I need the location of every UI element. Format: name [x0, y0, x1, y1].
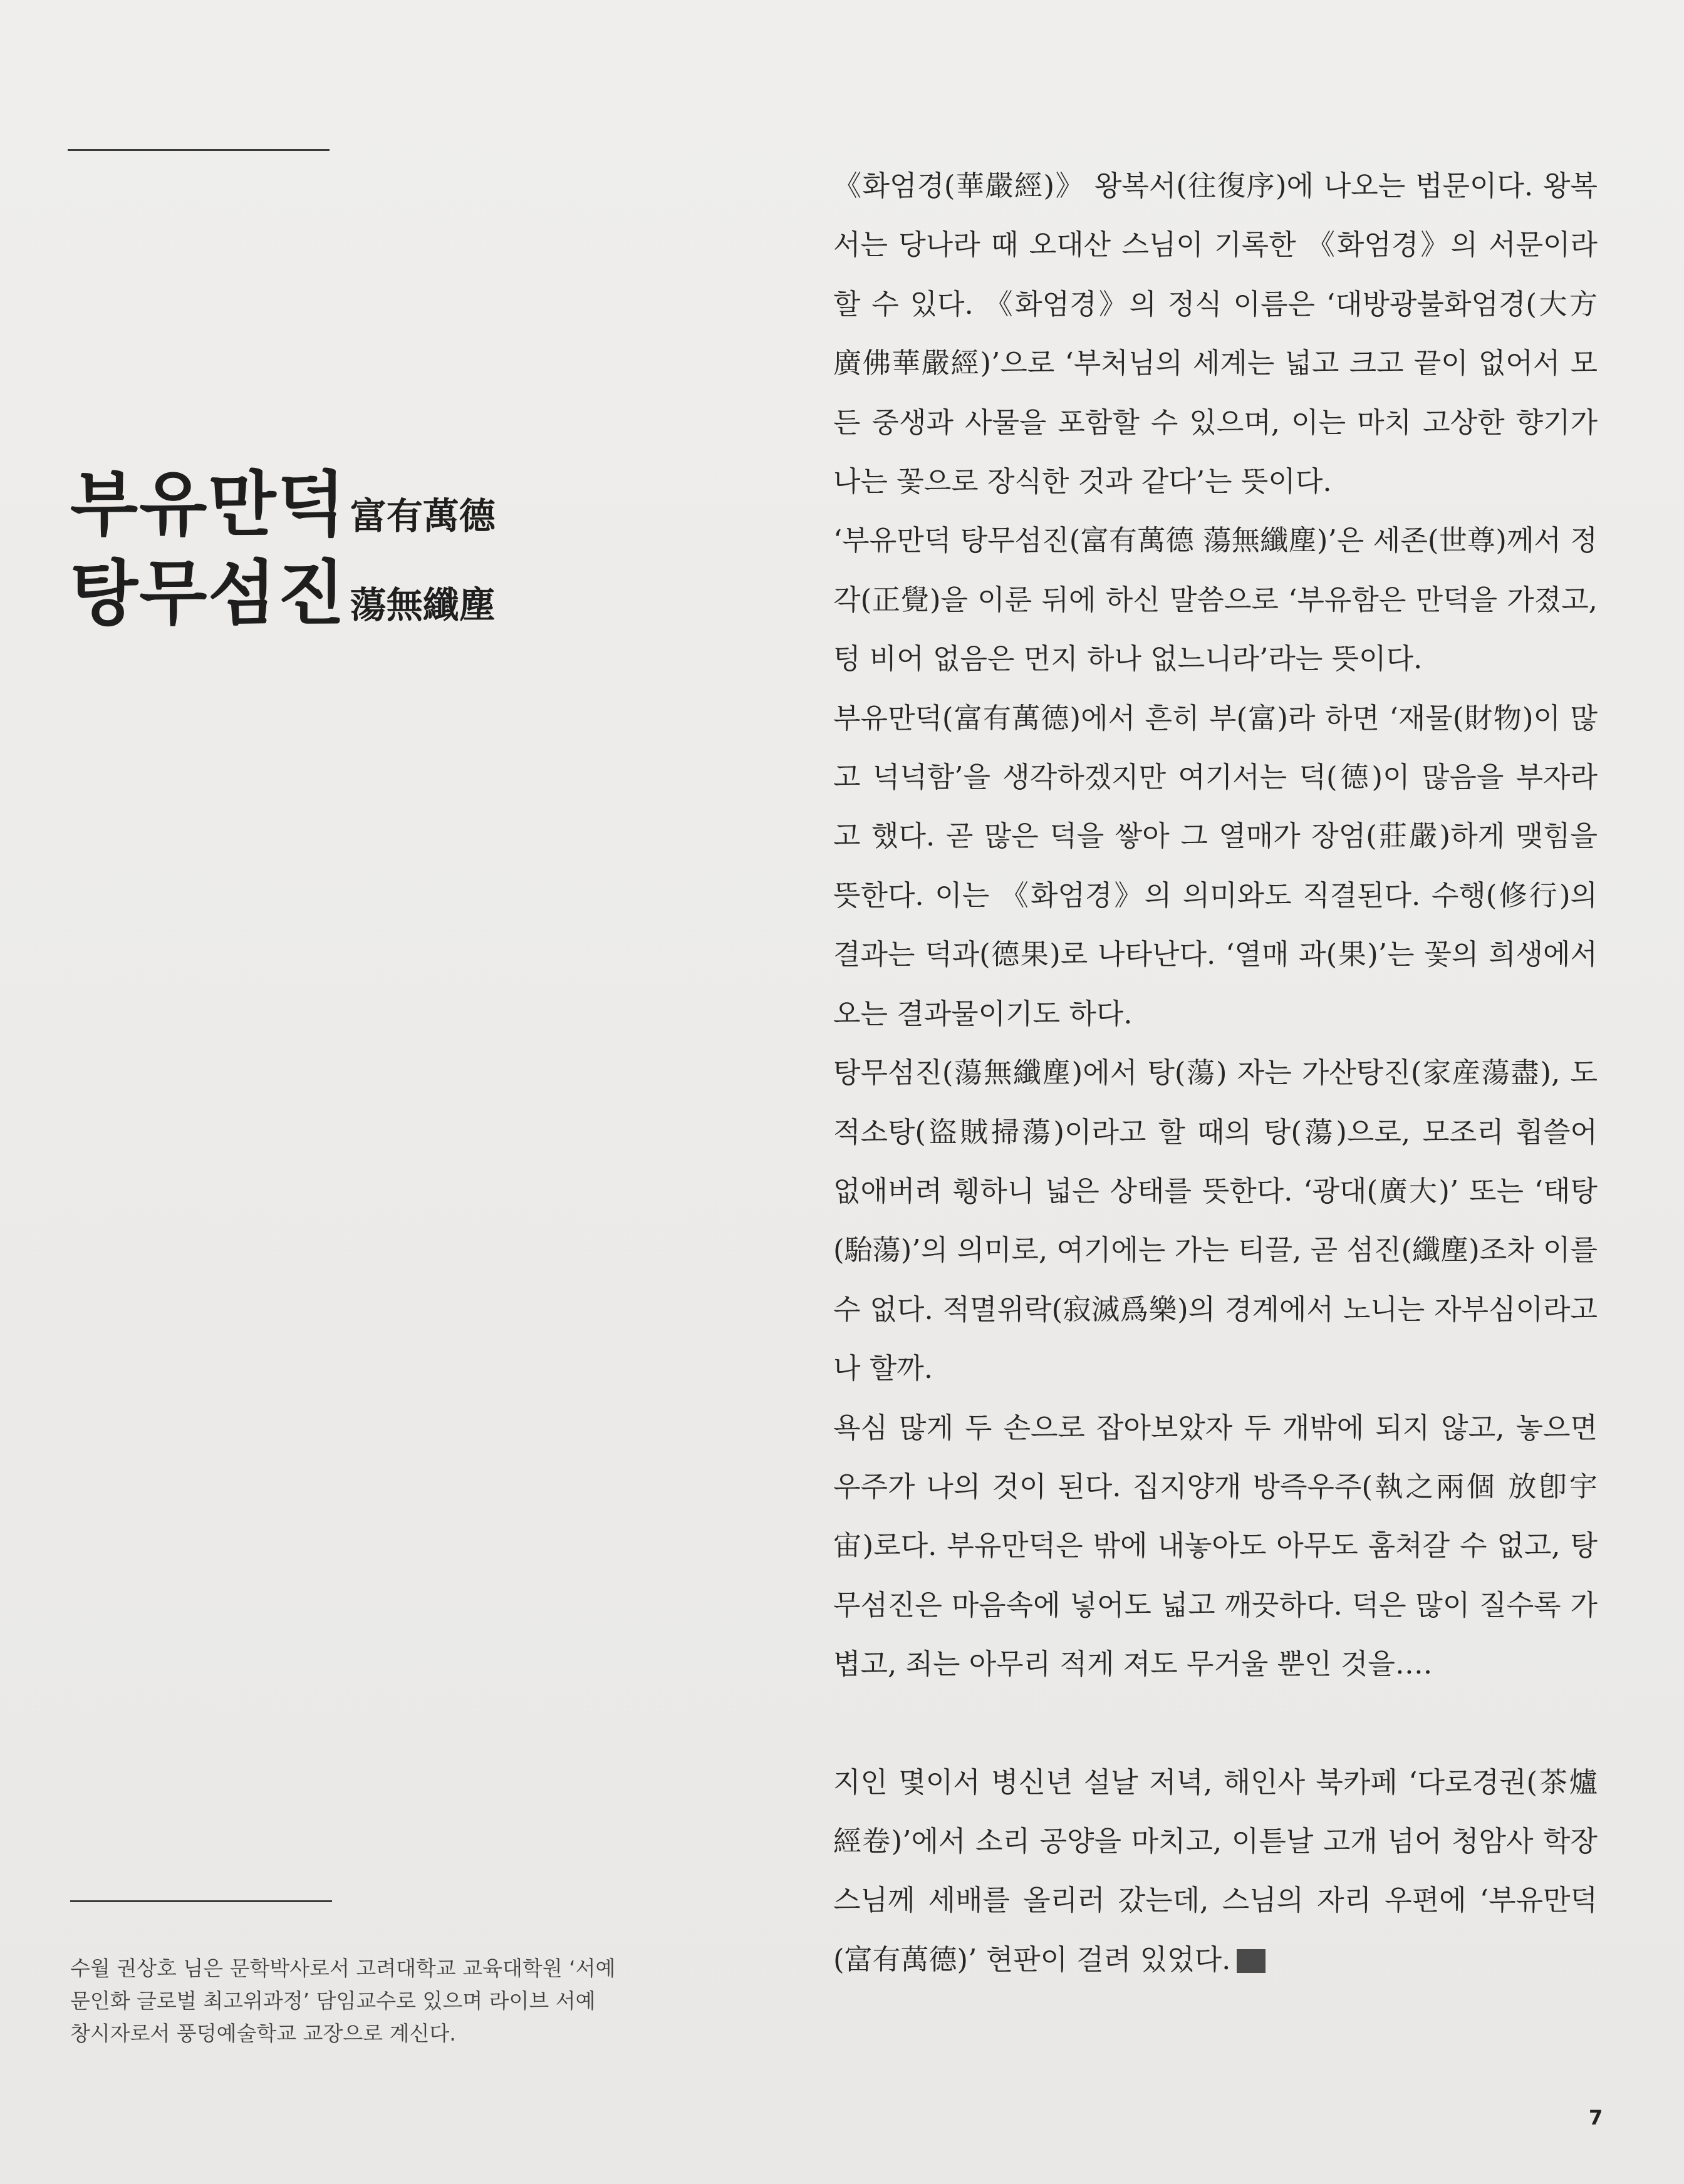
- paragraph-gap: [833, 1694, 1598, 1753]
- author-bio-line: 창시자로서 풍덩예술학교 교장으로 계신다.: [70, 2021, 456, 2046]
- page-number: 7: [1589, 2106, 1603, 2130]
- body-paragraph-4: 탕무섬진(蕩無纖塵)에서 탕(蕩) 자는 가산탕진(家産蕩盡), 도적소탕(盜賊掃蕩)이라고 할 때의 탕(蕩)으로, 모조리 휩쓸어 없애버려 휑하니 넓은 상태를 뜻한다. ‘광대(廣大)’ 또는 ‘태탕(駘蕩)’의 의미로, 여기에는 가는 티끌, 곧 섬진(纖塵)조차 이를 수 없다. 적멸위락(寂滅爲樂)의 경계에서 노니는 자부심이라고나 할까.: [833, 1056, 1598, 1385]
- title-hanja-1: 富有萬德: [350, 495, 496, 537]
- top-rule: [68, 149, 330, 151]
- body-paragraph-5: 욕심 많게 두 손으로 잡아보았자 두 개밖에 되지 않고, 놓으면 우주가 나의 것이 된다. 집지양개 방즉우주(執之兩個 放卽宇宙)로다. 부유만덕은 밖에 내놓아도 아무도 훔쳐갈 수 없고, 탕무섬진은 마음속에 넣어도 넓고 깨끗하다. 덕은 많이 질수록 가볍고, 죄는 아무리 적게 져도 무거울 뿐인 것을….: [833, 1410, 1598, 1681]
- author-bio-line: 문인화 글로벌 최고위과정’ 담임교수로 있으며 라이브 서예: [70, 1989, 596, 2013]
- bottom-rule: [70, 1900, 332, 1902]
- title-line-1: [70, 448, 772, 546]
- body-paragraph-2: ‘부유만덕 탕무섬진(富有萬德 蕩無纖塵)’은 세존(世尊)께서 정각(正覺)을 이룬 뒤에 하신 말씀으로 ‘부유함은 만덕을 가졌고, 텅 비어 없음은 먼지 하나 없느니라’라는 뜻이다.: [833, 524, 1598, 676]
- title-hangul-1: 부유만덕: [70, 464, 346, 546]
- body-paragraph-1: 《화엄경(華嚴經)》 왕복서(往復序)에 나오는 법문이다. 왕복서는 당나라 때 오대산 스님이 기록한 《화엄경》의 서문이라 할 수 있다. 《화엄경》의 정식 이름은 ‘대방광불화엄경(大方廣佛華嚴經)’으로 ‘부처님의 세계는 넓고 크고 끝이 없어서 모든 중생과 사물을 포함할 수 있으며, 이는 마치 고상한 향기가 나는 꽃으로 장식한 것과 같다’는 뜻이다.: [833, 169, 1598, 499]
- title-hanja-2: 蕩無纖塵: [350, 584, 496, 626]
- body-paragraph-6: [833, 1753, 1598, 1990]
- title-line-2: [70, 537, 772, 634]
- author-bio: [70, 1952, 684, 2050]
- body-paragraph-3: 부유만덕(富有萬德)에서 흔히 부(富)라 하면 ‘재물(財物)이 많고 넉넉함’을 생각하겠지만 여기서는 덕(德)이 많음을 부자라고 했다. 곧 많은 덕을 쌓아 그 열매가 장엄(莊嚴)하게 맺힘을 뜻한다. 이는 《화엄경》의 의미와도 직결된다. 수행(修行)의 결과는 덕과(德果)로 나타난다. ‘열매 과(果)’는 꽃의 희생에서 오는 결과물이기도 하다.: [833, 701, 1598, 1030]
- body-paragraph-6-text: 지인 몇이서 병신년 설날 저녁, 해인사 북카페 ‘다로경권(茶爐經卷)’에서 소리 공양을 마치고, 이튿날 고개 넘어 청암사 학장스님께 세배를 올리러 갔는데, 스님의 자리 우편에 ‘부유만덕(富有萬德)’ 현판이 걸려 있었다.: [833, 1765, 1598, 1976]
- end-mark-icon: [1237, 1949, 1266, 1973]
- article-body: [833, 157, 1598, 1989]
- title-hangul-2: 탕무섬진: [70, 553, 346, 634]
- author-bio-line: 수월 권상호 님은 문학박사로서 고려대학교 교육대학원 ‘서예: [70, 1956, 616, 1980]
- article-title: [70, 448, 772, 634]
